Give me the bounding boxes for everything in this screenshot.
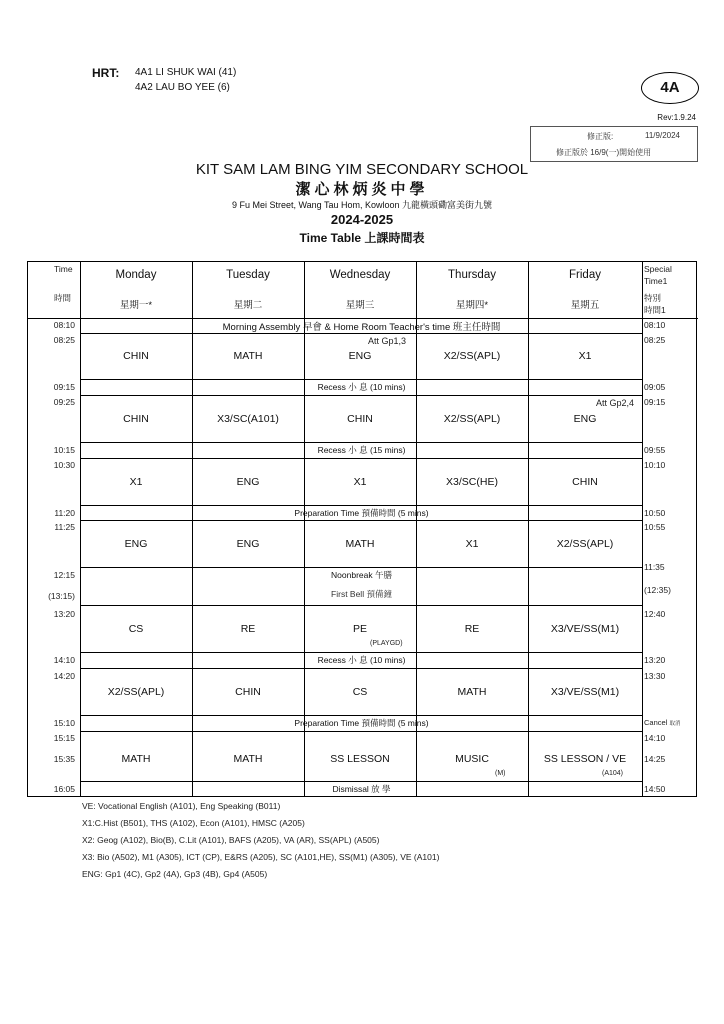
timetable xyxy=(27,261,697,797)
day-monday-zh: 星期一* xyxy=(119,300,153,311)
band-assembly: Morning Assembly 早會 & Home Room Teacher's time 班主任時間 xyxy=(222,322,501,333)
lesson-cell: CHIN xyxy=(123,413,149,425)
band-prep-1: Preparation Time 預備時間 (5 mins) xyxy=(294,508,429,518)
time-left: 14:20 xyxy=(53,671,75,681)
time-left: 12:15 xyxy=(53,570,75,580)
time-right: 10:55 xyxy=(644,522,666,532)
band-prep-2: Preparation Time 預備時間 (5 mins) xyxy=(294,718,429,728)
time-left: 15:15 xyxy=(53,733,75,743)
time-right-cancel: Cancel 取消 xyxy=(644,718,681,727)
music-room-note: (M) xyxy=(495,770,506,777)
time-right: 09:05 xyxy=(644,382,666,392)
playgd-note: (PLAYGD) xyxy=(370,640,403,647)
time-left: 08:25 xyxy=(53,335,75,345)
band-recess-3: Recess 小 息 (10 mins) xyxy=(317,655,406,665)
lesson-cell: MATH xyxy=(233,350,263,362)
footnote: X2: Geog (A102), Bio(B), C.Lit (A101), BAFS (A205), VA (AR), SS(APL) (A505) xyxy=(82,835,380,845)
lesson-cell: ENG xyxy=(236,476,260,488)
lesson-cell: X1 xyxy=(578,350,592,362)
lesson-cell: CHIN xyxy=(123,350,149,362)
special-4: 時間1 xyxy=(644,305,666,315)
day-tuesday-zh: 星期二 xyxy=(233,300,263,311)
time-right: 10:50 xyxy=(644,508,666,518)
special-3: 特別 xyxy=(644,293,662,303)
school-address: 9 Fu Mei Street, Wang Tau Hom, Kowloon 九龍橫頭磡富美街九號 xyxy=(231,200,493,210)
time-right: 08:25 xyxy=(644,335,666,345)
lesson-cell: MATH xyxy=(457,686,487,698)
time-left: 14:10 xyxy=(53,655,75,665)
day-friday: Friday xyxy=(569,269,601,281)
time-right: 11:35 xyxy=(644,562,665,572)
school-year: 2024-2025 xyxy=(330,212,394,227)
lesson-cell: X3/SC(A101) xyxy=(217,413,279,425)
lesson-cell: ENG xyxy=(236,538,260,550)
time-left: 10:15 xyxy=(53,445,75,455)
time-right: 13:30 xyxy=(644,671,666,681)
lesson-cell: CHIN xyxy=(347,413,373,425)
lesson-cell: X3/VE/SS(M1) xyxy=(550,623,620,635)
lesson-cell: ENG xyxy=(348,350,372,362)
time-right: (12:35) xyxy=(644,585,671,595)
lesson-cell: PE xyxy=(352,623,367,635)
time-right: 14:50 xyxy=(644,784,666,794)
lesson-cell: RE xyxy=(464,623,480,635)
header-time-en: Time xyxy=(54,264,73,274)
day-monday: Monday xyxy=(115,269,157,281)
day-thursday-zh: 星期四* xyxy=(455,300,489,311)
band-noonbreak: Noonbreak 午膳 xyxy=(331,570,392,580)
time-left: 15:35 xyxy=(53,754,75,764)
time-left: 11:25 xyxy=(54,522,75,532)
timetable-title: Time Table 上課時間表 xyxy=(299,231,425,245)
class-badge: 4A xyxy=(641,72,699,104)
time-left: 09:15 xyxy=(53,382,75,392)
day-friday-zh: 星期五 xyxy=(570,300,600,311)
time-left: 09:25 xyxy=(53,397,75,407)
footnote: X3: Bio (A502), M1 (A305), ICT (CP), E&RS (A205), SC (A101,HE), SS(M1) (A305), VE (A101) xyxy=(82,852,440,862)
time-left: 11:20 xyxy=(54,508,75,518)
hrt-label: HRT: xyxy=(92,66,120,80)
att-gp13-note: Att Gp1,3 xyxy=(368,336,407,346)
lesson-cell: CHIN xyxy=(572,476,598,488)
revised-date: 11/9/2024 xyxy=(645,131,680,140)
lesson-cell: X3/VE/SS(M1) xyxy=(550,686,620,698)
time-right: 14:25 xyxy=(644,754,666,764)
band-dismissal: Dismissal 放 學 xyxy=(332,784,391,794)
lesson-cell: ENG xyxy=(573,413,597,425)
att-gp24-note: Att Gp2,4 xyxy=(596,398,635,408)
header-time-zh: 時間 xyxy=(54,293,72,303)
time-left: 15:10 xyxy=(53,718,75,728)
footnote: VE: Vocational English (A101), Eng Speaking (B011) xyxy=(82,801,281,811)
lesson-cell: X1 xyxy=(353,476,367,488)
lesson-cell: X1 xyxy=(465,538,479,550)
lesson-cell: X3/SC(HE) xyxy=(446,476,498,488)
lesson-cell: X2/SS(APL) xyxy=(556,538,614,550)
time-right: 12:40 xyxy=(644,609,666,619)
revision-box xyxy=(530,126,698,162)
hrt-teacher-2: 4A2 LAU BO YEE (6) xyxy=(135,82,230,93)
lesson-cell: ENG xyxy=(124,538,148,550)
lesson-cell: SS LESSON xyxy=(330,753,390,765)
time-right: 09:55 xyxy=(644,445,666,455)
day-wednesday-zh: 星期三 xyxy=(345,300,375,311)
time-left: (13:15) xyxy=(48,591,75,601)
lesson-cell: X2/SS(APL) xyxy=(443,350,501,362)
hrt-teacher-1: 4A1 LI SHUK WAI (41) xyxy=(135,67,237,78)
time-right: 14:10 xyxy=(644,733,666,743)
lesson-cell: RE xyxy=(240,623,256,635)
time-right: 08:10 xyxy=(644,320,666,330)
band-first-bell: First Bell 預備鐘 xyxy=(331,589,392,599)
lesson-cell: CHIN xyxy=(235,686,261,698)
lesson-cell: SS LESSON / VE xyxy=(543,753,627,765)
special-1: Special xyxy=(644,264,672,274)
school-name-en: KIT SAM LAM BING YIM SECONDARY SCHOOL xyxy=(195,161,529,178)
time-right: 10:10 xyxy=(644,460,666,470)
time-left: 08:10 xyxy=(53,320,75,330)
footnote: X1:C.Hist (B501), THS (A102), Econ (A101), HMSC (A205) xyxy=(82,818,305,828)
time-right: 09:15 xyxy=(644,397,666,407)
day-thursday: Thursday xyxy=(448,269,496,281)
time-left: 16:05 xyxy=(53,784,75,794)
school-name-zh: 潔心林炳炎中學 xyxy=(295,181,429,198)
lesson-cell: CS xyxy=(128,623,144,635)
lesson-cell: X2/SS(APL) xyxy=(443,413,501,425)
revision-number: Rev:1.9.24 xyxy=(657,113,696,122)
a104-room-note: (A104) xyxy=(602,770,624,777)
revision-effective: 修正版於 16/9(一)開始使用 xyxy=(556,148,652,157)
lesson-cell: MATH xyxy=(121,753,151,765)
time-right: 13:20 xyxy=(644,655,666,665)
revised-label: 修正版: xyxy=(587,132,614,141)
lesson-cell: CS xyxy=(352,686,368,698)
band-recess-2: Recess 小 息 (15 mins) xyxy=(317,445,406,455)
day-wednesday: Wednesday xyxy=(329,269,391,281)
lesson-cell: X2/SS(APL) xyxy=(107,686,165,698)
band-recess-1: Recess 小 息 (10 mins) xyxy=(317,382,406,392)
lesson-cell: MATH xyxy=(233,753,263,765)
lesson-cell: MATH xyxy=(345,538,375,550)
lesson-cell: X1 xyxy=(129,476,143,488)
time-left: 13:20 xyxy=(53,609,75,619)
special-2: Time1 xyxy=(644,276,668,286)
day-tuesday: Tuesday xyxy=(226,269,270,281)
lesson-cell: MUSIC xyxy=(455,753,489,765)
time-left: 10:30 xyxy=(53,460,75,470)
footnote: ENG: Gp1 (4C), Gp2 (4A), Gp3 (4B), Gp4 (A505) xyxy=(82,869,268,879)
